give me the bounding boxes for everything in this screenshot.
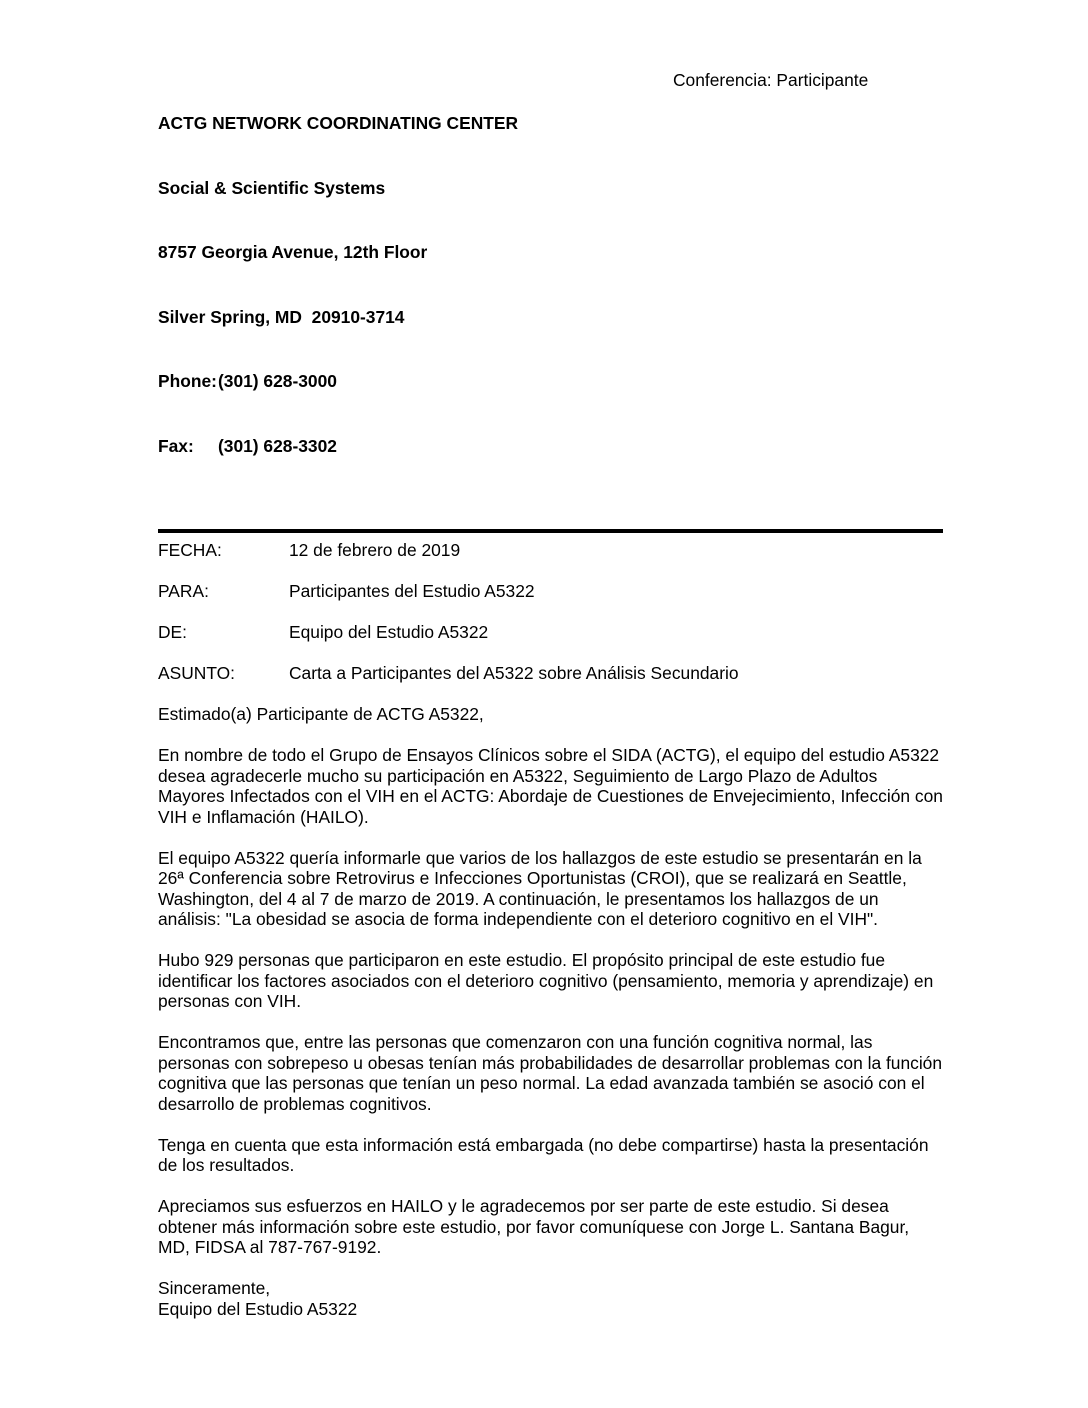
- memo-value: Carta a Participantes del A5322 sobre Análisis Secundario: [289, 663, 739, 683]
- letter-body: [158, 704, 948, 1319]
- salutation: Estimado(a) Participante de ACTG A5322,: [158, 704, 484, 724]
- closing-block: [158, 1278, 943, 1319]
- body-paragraph-5: Tenga en cuenta que esta información está embargada (no debe compartirse) hasta la presentación de los resultados.: [158, 1134, 934, 1175]
- memo-value: Participantes del Estudio A5322: [289, 581, 535, 601]
- body-paragraph-4: Encontramos que, entre las personas que comenzaron con una función cognitiva normal, las personas con sobrepeso u obesas tenían más probabilidades de desarrollar problemas con la función cognitiva que las personas que tenían un peso normal. La edad avanzada también se asoció con el desarrollo de problemas cognitivos.: [158, 1032, 947, 1114]
- memo-label: FECHA:: [158, 540, 222, 560]
- org-address-block: [158, 70, 943, 500]
- memo-field-asunto: [158, 663, 943, 684]
- memo-label: PARA:: [158, 581, 209, 601]
- closing: Sinceramente,: [158, 1278, 271, 1298]
- conference-type-label: Conferencia: Participante: [673, 70, 869, 90]
- org-city-line: Silver Spring, MD 20910-3714: [158, 306, 405, 327]
- org-name: ACTG NETWORK COORDINATING CENTER: [158, 113, 519, 133]
- phone-label: Phone:: [158, 371, 217, 391]
- fax-label: Fax:: [158, 435, 194, 456]
- phone-row: [158, 371, 943, 393]
- memo-field-de: [158, 622, 943, 643]
- org-street-line: 8757 Georgia Avenue, 12th Floor: [158, 242, 428, 262]
- body-paragraph-6: Apreciamos sus esfuerzos en HAILO y le agradecemos por ser parte de este estudio. Si desea obtener más información sobre este estudio, por favor comuníquese con Jorge L. Santana Bagur, MD, FIDSA al 787-767-9192.: [158, 1196, 914, 1257]
- body-paragraph-3: Hubo 929 personas que participaron en este estudio. El propósito principal de este estudio fue identificar los factores asociados con el deterioro cognitivo (pensamiento, memoria y aprendizaje) en personas con VIH.: [158, 950, 939, 1011]
- memo-label: DE:: [158, 622, 187, 642]
- memo-header: [158, 540, 943, 684]
- body-paragraph-1: En nombre de todo el Grupo de Ensayos Clínicos sobre el SIDA (ACTG), el equipo del estudio A5322 desea agradecerle mucho su participación en A5322, Seguimiento de Largo Plazo de Adultos Mayores Infectados con el VIH en el ACTG: Abordaje de Cuestiones de Envejecimiento, Infección con VIH e Inflamación (HAILO).: [158, 745, 948, 827]
- signature: Equipo del Estudio A5322: [158, 1298, 358, 1319]
- fax-value: (301) 628-3302: [218, 435, 337, 456]
- memo-value: Equipo del Estudio A5322: [289, 622, 489, 642]
- memo-label: ASUNTO:: [158, 663, 235, 683]
- org-company-line: Social & Scientific Systems: [158, 177, 386, 198]
- memo-field-para: [158, 581, 943, 602]
- body-paragraph-2: El equipo A5322 quería informarle que varios de los hallazgos de este estudio se presentarán en la 26ª Conferencia sobre Retrovirus e Infecciones Oportunistas (CROI), que se realizará en Seattle, Washington, del 4 al 7 de marzo de 2019. A continuación, le presentamos los hallazgos de un análisis: "La obesidad se asocia de forma independiente con el deterioro cognitivo en el VIH".: [158, 847, 927, 929]
- divider-rule: [158, 529, 943, 533]
- letterhead: [158, 70, 943, 500]
- memo-value: 12 de febrero de 2019: [289, 540, 461, 560]
- memo-field-fecha: [158, 540, 943, 561]
- phone-value: (301) 628-3000: [218, 371, 337, 391]
- fax-row: [158, 436, 943, 458]
